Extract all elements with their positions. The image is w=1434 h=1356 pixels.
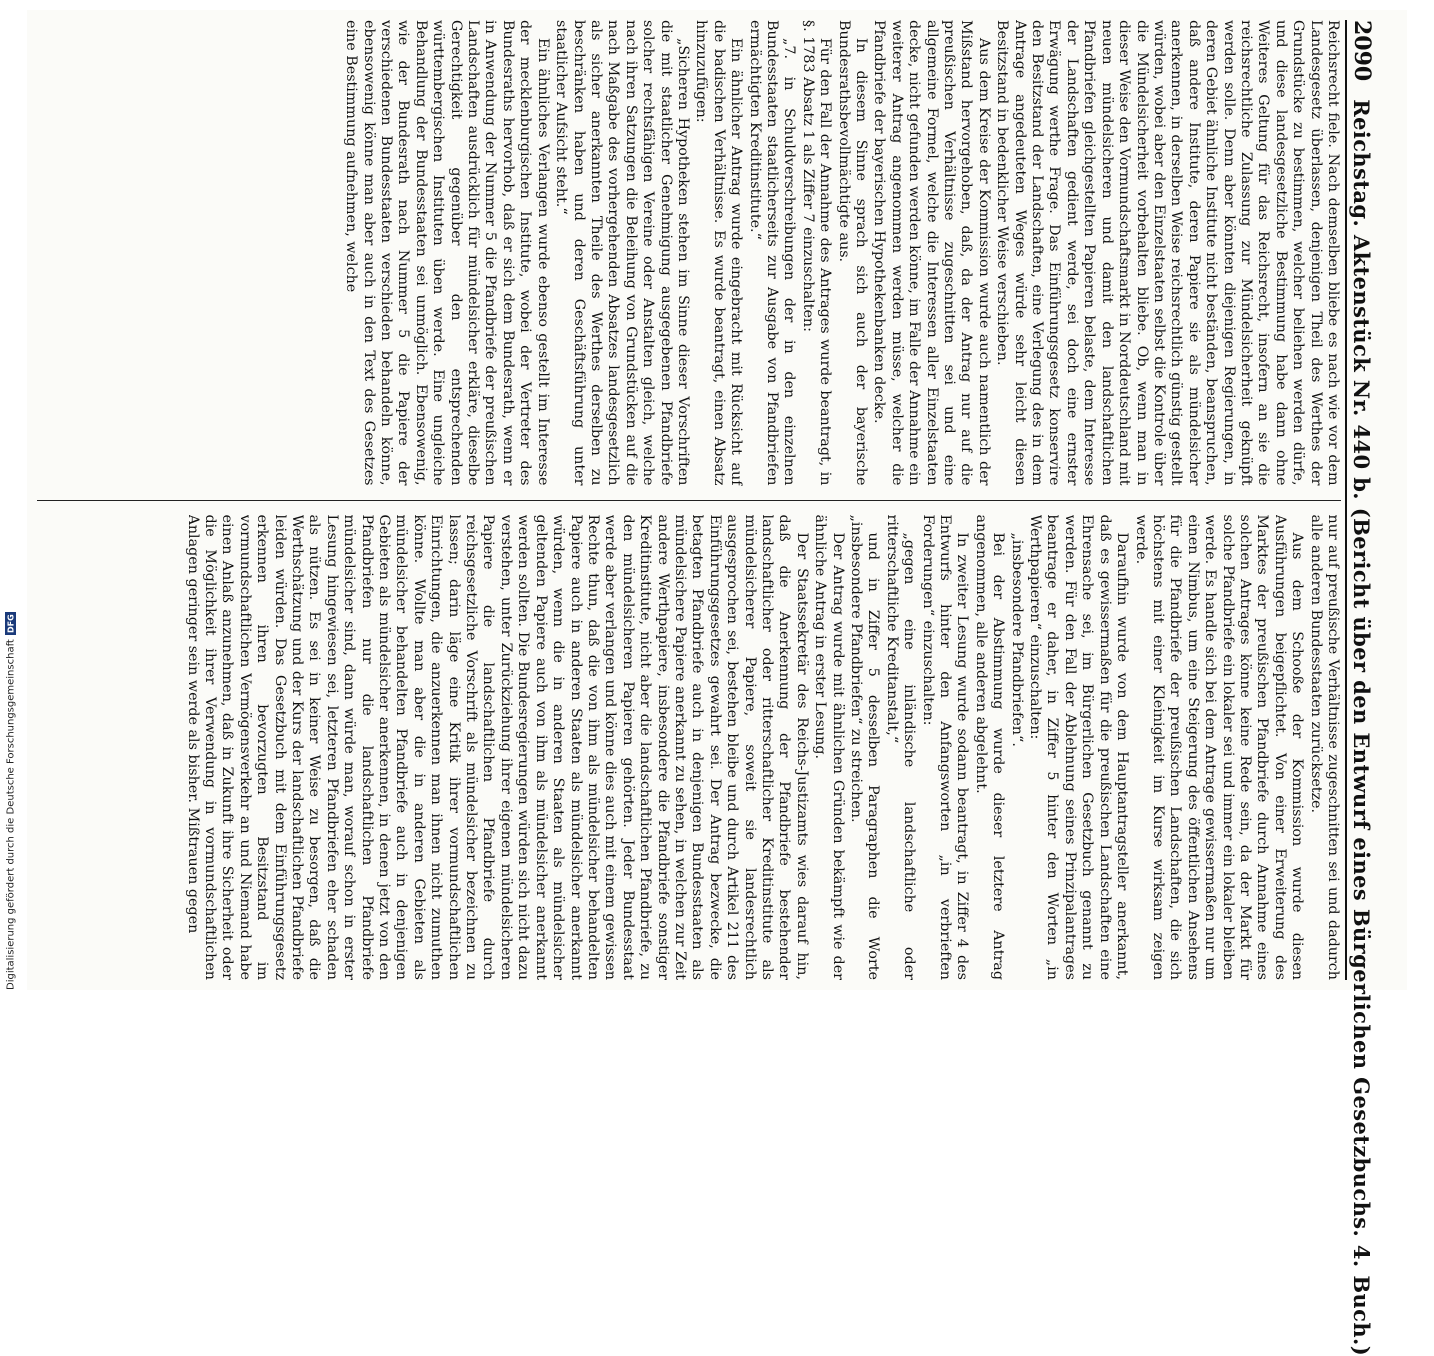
paragraph: Ein ähnliches Verlangen wurde ebenso gestellt im Interesse der mecklenburgischen Institute, wobei der Vertreter des Bundesraths hervorhob, daß er sich dem Bundesrath, wenn er in Anwendung der Nummer 5 die Pfandbriefe der preußischen Landschaften ausdrücklich für mündelsicher erkläre, dieselbe Gerechtigkeit gegenüber den entsprechenden württembergischen Instituten üben werde. Eine ungleiche Behandlung der Bundesstaaten sei unmöglich. Ebensowenig, wie der Bundesrath nach Nummer 5 die Papiere der verschiedenen Bundesstaaten verschieden behandeln könne, ebensowenig könne man aber auch in den Text des Gesetzes eine Bestimmung aufnehmen, welche xyxy=(343,20,551,486)
running-header xyxy=(1345,20,1397,1356)
paragraph: Aus dem Schooße der Kommission wurde diesen Ausführungen beigepflichtet. Von einer Erweiterung des Marktes der preußischen Pfandbriefe durch Annahme eines solchen Antrages könne keine Rede sein, da der Markt für solche Pfandbriefe ein lokaler sei und immer ein lokaler bleiben werde. Es handle sich bei dem Antrage gewissermaßen nur um einen Nimbus, um eine Steigerung des öffentlichen Ansehens für die Pfandbriefe der preußischen Landschaften, die sich höchstens mit einer Kleinigkeit im Kurse wirksam zeigen werde. xyxy=(1132,514,1306,980)
digitization-credit xyxy=(2,608,20,990)
document-page xyxy=(27,10,1407,1356)
right-column xyxy=(37,515,1341,981)
paragraph: Reichsrecht fiele. Nach demselben bliebe es nach wie vor dem Landesgesetz überlassen, denjenigen Theil des Werthes der Grundstücke zu bestimmen, welcher beliehen werden dürfe, und diese landesgesetzliche Bestimmung habe dann ohne Weiteres Geltung für das Reichsrecht, insofern an sie die reichsrechtliche Zulassung zur Mündelsicherheit geknüpft werden solle. Denn aber könnten diejenigen Regierungen, in deren Gebiet ähnliche Institute nicht beständen, beanspruchen, daß andere Institute, deren Papiere sie als mündelsicher anerkennen, in derselben Weise reichsrechtlich günstig gestellt würden, wobei aber den Einzelstaaten selbst die Kontrole über die Mündelsicherheit vorbehalten bliebe. Ob, wenn man in dieser Weise den Vormundschaftsmarkt in Norddeutschland mit neuen mündelsicheren und damit den landschaftlichen Pfandbriefen gleichgestellten Papieren belaste, dem Interesse der Landschaften gedient werde, sei doch eine ernster Erwägung werthe Frage. Das Einführungsgesetz konservire den Besitzstand der Landschaften, eine Verlegung des in dem Antrage angedeuteten Weges würde sehr leicht diesen Besitzstand in bedenklicher Weise verschieben. xyxy=(994,20,1341,486)
paragraph: Aus dem Kreise der Kommission wurde auch namentlich der Mißstand hervorgehoben, daß, da der Antrag nur auf die preußischen Verhältnisse zugeschnitten sei und eine allgemeine Formel, welche die Interessen aller Einzelstaaten decke, nicht gefunden werden könne, im Falle der Annahme ein weiterer Antrag angenommen werden müsse, welcher die Pfandbriefe der bayerischen Hypothekenbanken decke. xyxy=(871,20,992,486)
dfg-logo-icon: DFG xyxy=(6,614,16,634)
quoted-amendment: „gegen eine inländische landschaftliche oder ritterschaftliche Kreditanstalt,“ xyxy=(883,514,918,980)
quoted-amendment: „insbesondere Pfandbriefen“. xyxy=(1008,532,1025,747)
paragraph: Für den Fall der Annahme des Antrages wurde beantragt, in §. 1783 Absatz 1 als Ziffer 7 einzuschalten: xyxy=(799,20,834,486)
quoted-amendment: „7. in Schuldverschreibungen der in den einzelnen Bundesstaaten staatlicherseits zur Ausgabe von Pfandbriefen ermächtigten Kreditinstitute.“ xyxy=(746,20,798,486)
column-divider xyxy=(37,500,1341,501)
text-columns xyxy=(37,20,1341,980)
paragraph: In zweiter Lesung wurde sodann beantragt, in Ziffer 4 des Entwurfs hinter den Anfangsworten „in verbrieften Forderungen“ einzuschalten: xyxy=(919,514,971,980)
page-number: 2090 xyxy=(1349,20,1375,82)
paragraph: Ein ähnlicher Antrag wurde eingebracht mit Rücksicht auf die badischen Verhältnisse. Es wurde beantragt, einen Absatz hinzuzufügen: xyxy=(693,20,745,486)
paragraph: Der Antrag wurde mit ähnlichen Gründen bekämpft wie der ähnliche Antrag in erster Lesung. xyxy=(812,514,846,980)
left-column xyxy=(37,20,1341,486)
paragraph: nur auf preußische Verhältnisse zugeschnitten sei und dadurch alle anderen Bundesstaaten zurücksetze. xyxy=(1307,514,1341,980)
credit-text: Digitalisierung gefördert durch die Deutsche Forschungsgemeinschaft xyxy=(5,639,17,990)
running-title: Reichstag. Aktenstück Nr. 440 b. (Bericht über den Entwurf eines Bürgerlichen Gesetzbuchs. 4. Buch.) xyxy=(1349,99,1374,1356)
paragraph: Daraufhin wurde von dem Hauptantragsteller anerkannt, daß es gewissermaßen für die preußischen Landschaften eine Ehrensache sei, im Bürgerlichen Gesetzbuch genannt zu werden. Für den Fall der Ablehnung seines Prinzipalantrages beantrage er daher, in Ziffer 5 hinter den Worten „in Werthpapieren“ einzuschalten: xyxy=(1027,514,1131,980)
paragraph: Bei der Abstimmung wurde dieser letztere Antrag angenommen, alle anderen abgelehnt. xyxy=(972,514,1007,980)
paragraph: und in Ziffer 5 desselben Paragraphen die Worte „insbesondere Pfandbriefen“ zu streichen. xyxy=(848,514,882,980)
quoted-amendment: „Sicheren Hypotheken stehen im Sinne dieser Vorschriften die mit staatlicher Genehmigung ausgegebenen Pfandbriefe solcher rechtsfähigen Vereine oder Anstalten gleich, welche nach ihren Satzungen die Beleihung von Grundstücken auf die nach Maßgabe des vorhergehenden Absatzes landesgesetzlich als sicher anerkannten Theile des Werthes derselben zu beschränken haben und deren Geschäftsführung unter staatlicher Aufsicht steht.“ xyxy=(553,20,691,486)
paragraph: Der Staatssekretär des Reichs-Justizamts wies darauf hin, daß die Anerkennung der Pfandbriefe bestehender landschaftlicher oder ritterschaftlicher Kreditinstitute als mündelsicherer Papiere, soweit sie landesrechtlich ausgesprochen sei, bestehen bleibe und durch Artikel 211 des Einführungsgesetzes gewahrt sei. Der Antrag bezwecke, die betagten Pfandbriefe auch in denjenigen Bundesstaaten als mündelsichere Papiere anerkannt zu sehen, in welchen zur Zeit andere Werthpapiere, insbesondere die Pfandbriefe sonstiger Kreditinstitute, nicht aber die landschaftlichen Pfandbriefe, zu den mündelsicheren Papieren gehörten. Jeder Bundesstaat werde aber verlangen und könne dies auch mit einem gewissen Rechte thun, daß die von ihm als mündelsicher behandelten Papiere auch in anderen Staaten als mündelsicher anerkannt würden, wenn die in anderen Staaten als mündelsicher geltenden Papiere auch von ihm als mündelsicher anerkannt werden sollten. Die Bundesregierungen würden sich nicht dazu verstehen, unter Zurückziehung ihrer eigenen mündelsicheren Papiere die landschaftlichen Pfandbriefe durch reichsgesetzliche Vorschrift als mündelsicher bezeichnen zu lassen; darin läge eine Kritik ihrer vormundschaftlichen Einrichtungen, die anzuerkennen man ihnen nicht zumuthen könne. Wollte man aber die in anderen Gebieten als mündelsicher behandelten Pfandbriefe auch in denjenigen Gebieten als mündelsicher anerkennen, in denen jetzt von den Pfandbriefen nur die landschaftlichen Pfandbriefe mündelsicher sind, dann würde man, worauf schon in erster Lesung hingewiesen sei, letzteren Pfandbriefen eher schaden als nützen. Es sei in keiner Weise zu besorgen, daß die Werthschätzung und der Kurs der landschaftlichen Pfandbriefe leiden würden. Das Gesetzbuch mit dem Einführungsgesetz erkennen ihren bevorzugten Besitzstand im vormundschaftlichen Vermögensverkehr an und Niemand habe einen Anlaß anzunehmen, daß in Zukunft ihre Sicherheit oder die Möglichkeit ihrer Verwendung in vormundschaftlichen Anlagen geringer sein werde als bisher. Mißtrauen gegen xyxy=(184,514,810,980)
paragraph: In diesem Sinne sprach sich auch der bayerische Bundesrathsbevollmächtigte aus. xyxy=(835,20,870,486)
